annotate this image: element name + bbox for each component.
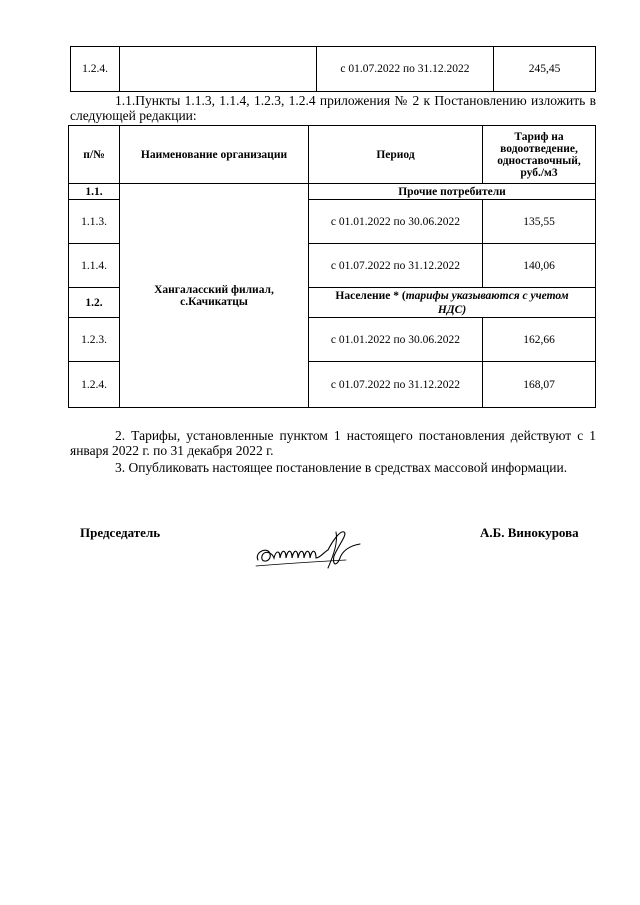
header-org: Наименование организации	[120, 126, 309, 184]
value-cell: 135,55	[483, 200, 596, 244]
intro-paragraph: 1.1.Пункты 1.1.3, 1.1.4, 1.2.3, 1.2.4 приложения № 2 к Постановлению изложить в следующей редакции:	[70, 93, 596, 123]
period-cell: с 01.07.2022 по 31.12.2022	[309, 244, 483, 288]
row-number: 1.2.4.	[69, 362, 120, 408]
row-number: 1.2.3.	[69, 318, 120, 362]
header-tariff: Тариф на водоотведение, одноставочный, руб./м3	[483, 126, 596, 184]
group-num: 1.1.	[69, 184, 120, 200]
table-row	[71, 47, 596, 92]
paragraph-2: 2. Тарифы, установленные пунктом 1 настоящего постановления действуют с 1 января 2022 г. по 31 декабря 2022 г.	[70, 428, 596, 458]
period-cell: с 01.01.2022 по 30.06.2022	[309, 318, 483, 362]
value-cell: 162,66	[483, 318, 596, 362]
period-cell: с 01.07.2022 по 31.12.2022	[317, 47, 494, 92]
row-number: 1.1.3.	[69, 200, 120, 244]
value-cell: 168,07	[483, 362, 596, 408]
org-name: Хангаласский филиал, с.Качикатцы	[120, 184, 309, 408]
group-row	[69, 184, 596, 200]
group-label: Прочие потребители	[309, 184, 596, 200]
period-cell: с 01.07.2022 по 31.12.2022	[309, 362, 483, 408]
handwritten-signature	[250, 522, 370, 572]
header-row	[69, 126, 596, 184]
value-cell: 140,06	[483, 244, 596, 288]
row-number: 1.1.4.	[69, 244, 120, 288]
period-cell: с 01.01.2022 по 30.06.2022	[309, 200, 483, 244]
group-label: Население * (тарифы указываются с учетом НДС)	[309, 288, 596, 318]
row-number: 1.2.4.	[71, 47, 120, 92]
paragraph-3: 3. Опубликовать настоящее постановление в средствах массовой информации.	[115, 460, 568, 475]
header-period: Период	[309, 126, 483, 184]
value-cell: 245,45	[494, 47, 596, 92]
group-num: 1.2.	[69, 288, 120, 318]
header-num: п/№	[69, 126, 120, 184]
org-cell	[120, 47, 317, 92]
tariff-table	[68, 125, 596, 408]
signature-name: А.Б. Винокурова	[480, 525, 579, 540]
signature-title: Председатель	[80, 525, 161, 540]
top-table-fragment	[70, 46, 596, 92]
